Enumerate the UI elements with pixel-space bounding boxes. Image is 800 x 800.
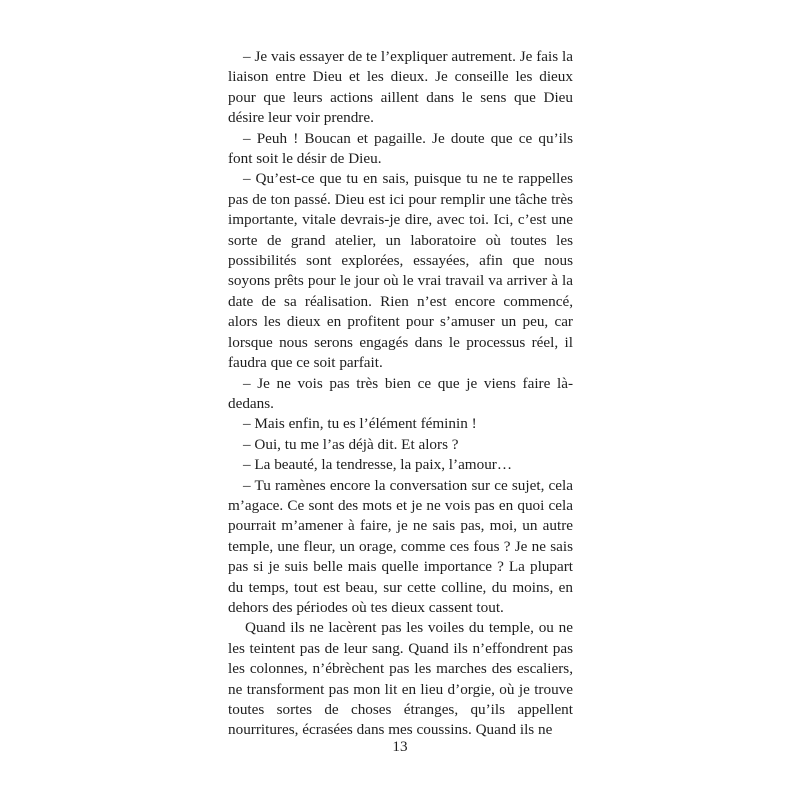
- dialogue-paragraph: – Oui, tu me l’as déjà dit. Et alors ?: [243, 435, 459, 453]
- dialogue-paragraph: – Mais enfin, tu es l’élément féminin !: [243, 415, 477, 433]
- dialogue-paragraph: – Tu ramènes encore la conversation sur ce sujet, cela m’agace. Ce sont des mots et je ne vois pas en quoi cela pourrait m’amener à faire, je ne sais pas, moi, un autre temple, une fleur, un orage, comme ces fous ? Je ne sais pas si je suis belle mais quelle importance ? La plupart du temps, tout est beau, sur cette colline, du moins, en dehors des périodes où tes dieux cassent tout.: [228, 476, 573, 616]
- page-body-text: [228, 47, 573, 741]
- dialogue-paragraph: – Peuh ! Boucan et pagaille. Je doute que ce qu’ils font soit le désir de Dieu.: [228, 129, 573, 168]
- dialogue-paragraph: – Qu’est-ce que tu en sais, puisque tu ne te rappelles pas de ton passé. Dieu est ici pour remplir une tâche très importante, vitale devrais-je dire, avec toi. Ici, c’est une sorte de grand atelier, un laboratoire où toutes les possibilités sont explorées, essayées, afin que nous soyons prêts pour le jour où le vrai travail va arriver à la date de sa réalisation. Rien n’est encore commencé, alors les dieux en profitent pour s’amuser un peu, car lorsque nous serons engagés dans le processus réel, il faudra que ce soit parfait.: [228, 170, 573, 372]
- dialogue-paragraph: – Je ne vois pas très bien ce que je viens faire là-dedans.: [228, 374, 573, 412]
- dialogue-paragraph: – Je vais essayer de te l’expliquer autrement. Je fais la liaison entre Dieu et les dieux. Je conseille les dieux pour que leurs actions aillent dans le sens que Dieu désire leur voir prendre.: [228, 48, 573, 127]
- narrative-paragraph: Quand ils ne lacèrent pas les voiles du temple, ou ne les teintent pas de leur sang. Quand ils n’effondrent pas les colonnes, n’ébrèchent pas les marches des escaliers, ne transforment pas mon lit en lieu d’orgie, où je trouve toutes sortes de choses étranges, qu’ils appellent nourritures, écrasées dans mes coussins. Quand ils ne: [228, 619, 573, 739]
- page-number: 13: [392, 738, 408, 755]
- dialogue-paragraph: – La beauté, la tendresse, la paix, l’amour…: [243, 456, 513, 474]
